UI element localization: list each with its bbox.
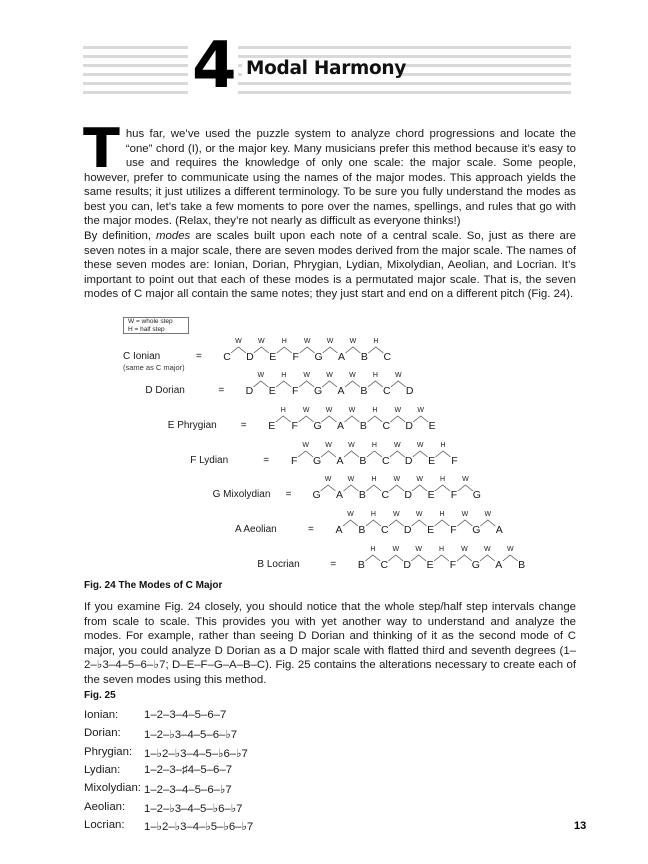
note: C [383, 351, 392, 363]
note: D [245, 385, 254, 397]
note: D [405, 420, 413, 432]
step-label: W [349, 372, 356, 379]
step-legend: W = whole step H = half step [123, 317, 189, 334]
equals-sign: = [240, 420, 247, 431]
step-label: H [370, 511, 376, 518]
step-label: W [347, 476, 355, 483]
mode-name: Ionian: [84, 709, 119, 721]
note: E [428, 420, 436, 432]
note: C [383, 385, 391, 397]
note: G [472, 489, 481, 501]
definition-paragraph: By definition, modes are scales built upon each note of a central scale. So, just as there are seven notes in a major scale, there are seven modes derived from the major scale. The names of these seven modes are: Ionian, Dorian, Phrygian, Lydian, Mixolydian, Aeolian, and Locrian. It’s important to point out that each of these modes is a permutated major scale. That is, the seven modes of C major all contain the same notes; they just start and end on a different pitch (Fig. 24). [84, 230, 576, 300]
step-label: W [325, 407, 333, 414]
step-label: W [415, 511, 423, 518]
note: G [313, 455, 322, 467]
step-label: W [461, 511, 469, 518]
mode-name: B Locrian [257, 559, 300, 570]
step-label: W [461, 546, 468, 553]
note: E [268, 420, 276, 432]
equals-sign: = [308, 524, 314, 535]
equals-sign: = [263, 455, 270, 466]
step-label: H [371, 476, 377, 483]
note: D [405, 385, 414, 397]
drop-cap: T [83, 117, 120, 180]
intro-text: hus far, we’ve used the puzzle system to analyze chord progressions and locate the “one” chord (I), or the major key. Many musicians prefer this method because it’s easy to use and requires the knowledge of only one scale: the major scale. Some people, however, prefer to communicate using the names of the major modes. This approach yields the same results; it just utilizes a different terminology. To be sure you fully understand the modes as best you can, let’s take a few moments to pore over the names, spellings, and rules that go with the major modes. (Relax, they’re not nearly as difficult as everyone thinks!) [84, 128, 576, 227]
note: A [335, 524, 343, 536]
step-label: H [281, 372, 287, 379]
step-label: H [439, 546, 445, 553]
mode-formula: 1–2–3–♯4–5–6–7 [144, 763, 233, 776]
step-label: W [258, 338, 265, 345]
note: B [357, 559, 365, 571]
step-label: W [303, 372, 310, 379]
note: G [314, 385, 323, 397]
note: C [382, 455, 390, 467]
mode-name: A Aeolian [235, 524, 277, 535]
equals-sign: = [285, 489, 292, 500]
step-label: H [440, 476, 446, 483]
note: C [380, 559, 389, 571]
note: B [518, 559, 526, 571]
note: A [495, 524, 503, 536]
chapter-number: 4 [192, 29, 235, 103]
note: D [403, 559, 411, 571]
note: C [381, 489, 390, 501]
note: D [404, 455, 413, 467]
note: F [450, 489, 458, 501]
step-label: W [484, 511, 492, 518]
step-label: W [303, 338, 311, 345]
mode-subtitle: (same as C major) [123, 363, 185, 372]
page-number: 13 [574, 820, 587, 832]
step-label: W [347, 511, 354, 518]
fig24-caption: Fig. 24 The Modes of C Major [84, 580, 223, 591]
note: D [403, 524, 412, 536]
mode-name: F Lydian [190, 455, 229, 466]
step-label: H [372, 407, 378, 414]
fig25-caption: Fig. 25 [84, 690, 116, 701]
mode-formula: 1–2–3–4–5–6–7 [144, 709, 227, 721]
step-label: W [392, 511, 400, 518]
mode-name: Phrygian: [84, 745, 133, 758]
step-label: H [280, 407, 286, 414]
note: B [360, 351, 368, 363]
note: B [359, 455, 367, 467]
mode-formula: 1–♭2–♭3–4–5–♭6–♭7 [144, 747, 248, 760]
step-label: W [349, 338, 357, 345]
note: E [428, 455, 436, 467]
mode-formula: 1–2–♭3–4–5–6–♭7 [144, 729, 238, 742]
step-label: W [417, 407, 424, 414]
step-label: H [281, 338, 287, 345]
step-label: W [348, 407, 356, 414]
chapter-title: Modal Harmony [246, 58, 407, 79]
mode-name: Aeolian: [84, 800, 126, 813]
step-label: W [394, 407, 402, 414]
note: F [451, 455, 458, 467]
note: B [359, 420, 367, 432]
equals-sign: = [330, 559, 337, 570]
note: F [291, 420, 298, 432]
step-label: H [440, 442, 446, 449]
step-label: H [372, 372, 378, 379]
step-label: W [235, 338, 242, 345]
step-label: W [393, 476, 401, 483]
note: A [336, 455, 344, 467]
mode-name: Lydian: [84, 763, 121, 776]
step-label: W [326, 338, 334, 345]
note: A [336, 420, 344, 432]
step-label: W [393, 442, 401, 449]
step-label: W [326, 372, 333, 379]
note: D [246, 351, 254, 363]
note: G [471, 559, 480, 571]
equals-sign: = [218, 385, 225, 396]
modes-term: modes [156, 230, 191, 242]
step-label: W [257, 372, 265, 379]
note: A [337, 351, 345, 363]
step-label: H [370, 546, 376, 553]
step-label: W [302, 407, 310, 414]
step-label: W [348, 442, 355, 449]
note: E [427, 489, 435, 501]
note: A [337, 385, 345, 397]
note: F [290, 455, 298, 467]
note: E [269, 351, 277, 363]
step-label: W [324, 476, 332, 483]
note: E [427, 524, 435, 536]
step-label: H [439, 511, 445, 518]
note: F [450, 524, 457, 536]
step-label: W [506, 546, 514, 553]
note: F [291, 385, 299, 397]
note: E [268, 385, 276, 397]
note: F [449, 559, 457, 571]
note: C [223, 351, 231, 363]
step-label: W [394, 372, 402, 379]
note: A [335, 489, 343, 501]
step-label: W [392, 546, 400, 553]
mode-formula: 1–2–3–4–5–6–♭7 [144, 784, 232, 797]
mode-formula: 1–2–♭3–4–5–♭6–♭7 [144, 802, 243, 815]
note: B [358, 524, 366, 536]
mode-name: Dorian: [84, 727, 121, 740]
note: G [314, 351, 323, 363]
step-label: W [415, 546, 422, 553]
step-label: W [462, 476, 469, 483]
mode-name: Locrian: [84, 818, 125, 831]
note: F [292, 351, 299, 363]
mode-formula: 1–♭2–♭3–4–♭5–♭6–♭7 [144, 820, 254, 833]
step-label: W [416, 476, 423, 483]
step-label: W [416, 442, 424, 449]
analysis-paragraph: If you examine Fig. 24 closely, you should notice that the whole step/half step intervals change from scale to scale. This provides you with yet another way to understand and analyze the modes. For example, rather than seeing D Dorian and thinking of it as the second mode of C major, you could analyze D Dorian as a D major scale with flatted third and seventh degrees (1–2–♭3–4–5–6–♭7; D–E–F–G–A–B–C). Fig. 25 contains the alterations necessary to create each of the seven modes using this method. [84, 601, 576, 686]
note: B [358, 489, 366, 501]
intro-paragraph [83, 117, 576, 229]
mode-name: C Ionian [123, 351, 161, 362]
note: G [312, 489, 321, 501]
note: B [360, 385, 368, 397]
note: G [472, 524, 481, 536]
equals-sign: = [196, 351, 202, 362]
note: E [426, 559, 434, 571]
mode-name: Mixolydian: [84, 782, 141, 795]
note: A [495, 559, 503, 571]
mode-name: E Phrygian [167, 420, 217, 431]
step-label: W [484, 546, 491, 553]
step-label: W [302, 442, 309, 449]
note: D [404, 489, 412, 501]
step-label: H [373, 338, 379, 345]
note: C [381, 524, 389, 536]
step-label: H [371, 442, 377, 449]
step-label: W [325, 442, 332, 449]
note: G [313, 420, 322, 432]
note: C [382, 420, 391, 432]
mode-name: G Mixolydian [212, 489, 271, 500]
mode-name: D Dorian [145, 385, 185, 396]
